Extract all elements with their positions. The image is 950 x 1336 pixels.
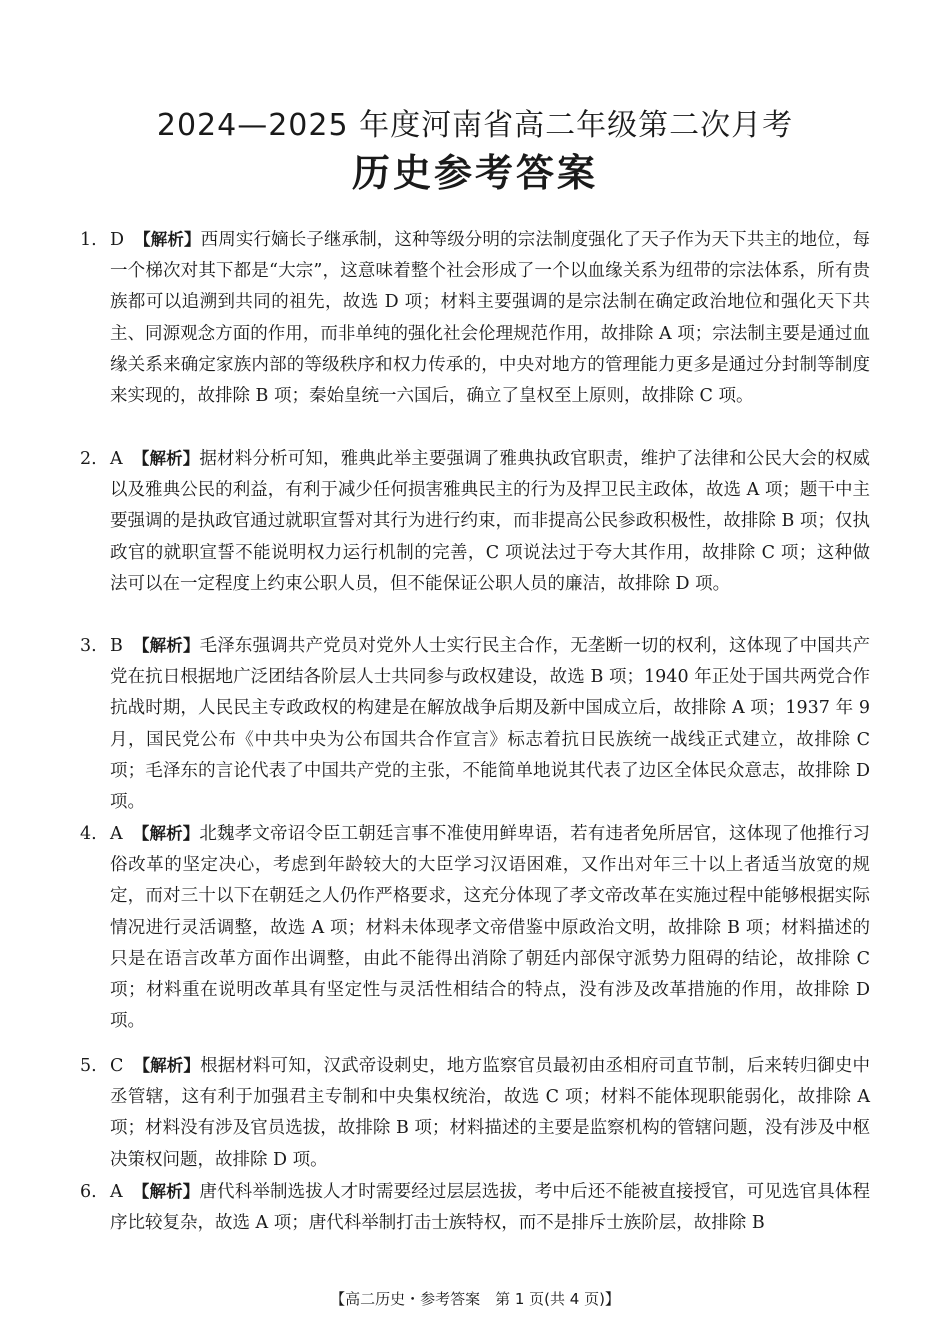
exam-title: 2024—2025 年度河南省高二年级第二次月考 [156,108,794,143]
analysis-text: 据材料分析可知，雅典此举主要强调了雅典执政官职责，维护了法律和公民大会的权威以及雅典公民的利益，有利于减少任何损害雅典民主的行为及捍卫民主政体，故选 A 项；题干中主要强调的是执政官通过就职宣誓对其行为进行约束，而非提高公民参政积极性，故排除 B 项；仅执政官的就职宣誓不能说明权力运行机制的完善，C 项说法过于夸大其作用，故排除 C 项；这种做法可以在一定程度上约束公职人员，但不能保证公职人员的廉洁，故排除 D 项。 [110,449,871,594]
answer-letter: A [110,449,123,469]
analysis-tag: 【解析】 [132,824,200,843]
answer-letter: B [110,636,123,656]
question-item [80,818,870,1037]
answer-letter: A [110,1182,123,1202]
answer-letter: C [110,1056,124,1076]
analysis-text: 西周实行嫡长子继承制，这种等级分明的宗法制度强化了天子作为天下共主的地位，每一个梯次对其下都是“大宗”，这意味着整个社会形成了一个以血缘关系为纽带的宗法体系，所有贵族都可以追溯到共同的祖先，故选 D 项；材料主要强调的是宗法制在确定政治地位和强化天下共主、同源观念方面的作用，而非单纯的强化社会伦理规范作用，故排除 A 项；宗法制主要是通过血缘关系来确定家族内部的等级秩序和权力传承的，中央对地方的管理能力更多是通过分封制等制度来实现的，故排除 B 项；秦始皇统一六国后，确立了皇权至上原则，故排除 C 项。 [110,230,870,407]
question-item [80,1176,870,1239]
analysis-tag: 【解析】 [132,1182,200,1201]
question-number: 5. [80,1056,97,1076]
analysis-text: 根据材料可知，汉武帝设刺史，地方监察官员最初由丞相府司直节制，后来转归御史中丞管辖，这有利于加强君主专制和中央集权统治，故选 C 项；材料不能体现职能弱化，故排除 A 项；材料没有涉及官员选拔，故排除 B 项；材料描述的主要是监察机构的管辖问题，没有涉及中枢决策权问题，故排除 D 项。 [110,1056,871,1170]
question-item [80,1050,870,1176]
question-number: 6. [80,1182,97,1202]
page-footer: 【高二历史・参考答案 第 1 页(共 4 页)】 [330,1290,620,1308]
analysis-text: 唐代科举制选拔人才时需要经过层层选拔，考中后还不能被直接授官，可见选官具体程序比较复杂，故选 A 项；唐代科举制打击士族特权，而不是排斥士族阶层，故排除 B [110,1182,871,1234]
question-number: 4. [80,824,97,844]
analysis-tag: 【解析】 [134,230,201,249]
question-number: 3. [80,636,97,656]
question-item [80,443,870,600]
page-title: 历史参考答案 [351,151,598,195]
question-number: 2. [80,449,97,469]
analysis-tag: 【解析】 [133,1056,201,1075]
analysis-text: 毛泽东强调共产党员对党外人士实行民主合作，无垄断一切的权利，这体现了中国共产党在抗日根据地广泛团结各阶层人士共同参与政权建设，故选 B 项；1940 年正处于国共两党合作抗战时期，人民民主专政政权的构建是在解放战争后期及新中国成立后，故排除 A 项；1937 年 9 月，国民党公布《中共中央为公布国共合作宣言》标志着抗日民族统一战线正式建立，故排除 C 项；毛泽东的言论代表了中国共产党的主张，不能简单地说其代表了边区全体民众意志，故排除 D 项。 [110,636,871,813]
answer-letter: D [110,230,125,250]
analysis-tag: 【解析】 [132,449,200,468]
question-item [80,224,870,412]
answer-letter: A [110,824,123,844]
question-number: 1. [80,230,97,250]
question-item [80,630,870,818]
analysis-text: 北魏孝文帝诏令臣工朝廷言事不准使用鲜卑语，若有违者免所居官，这体现了他推行习俗改革的坚定决心，考虑到年龄较大的大臣学习汉语困难，又作出对年三十以上者适当放宽的规定，而对三十以下在朝廷之人仍作严格要求，这充分体现了孝文帝改革在实施过程中能够根据实际情况进行灵活调整，故选 A 项；材料未体现孝文帝借鉴中原政治文明，故排除 B 项；材料描述的只是在语言改革方面作出调整，由此不能得出消除了朝廷内部保守派势力阻碍的结论，故排除 C 项；材料重在说明改革具有坚定性与灵活性相结合的特点，没有涉及改革措施的作用，故排除 D 项。 [110,824,871,1032]
analysis-tag: 【解析】 [132,636,200,655]
